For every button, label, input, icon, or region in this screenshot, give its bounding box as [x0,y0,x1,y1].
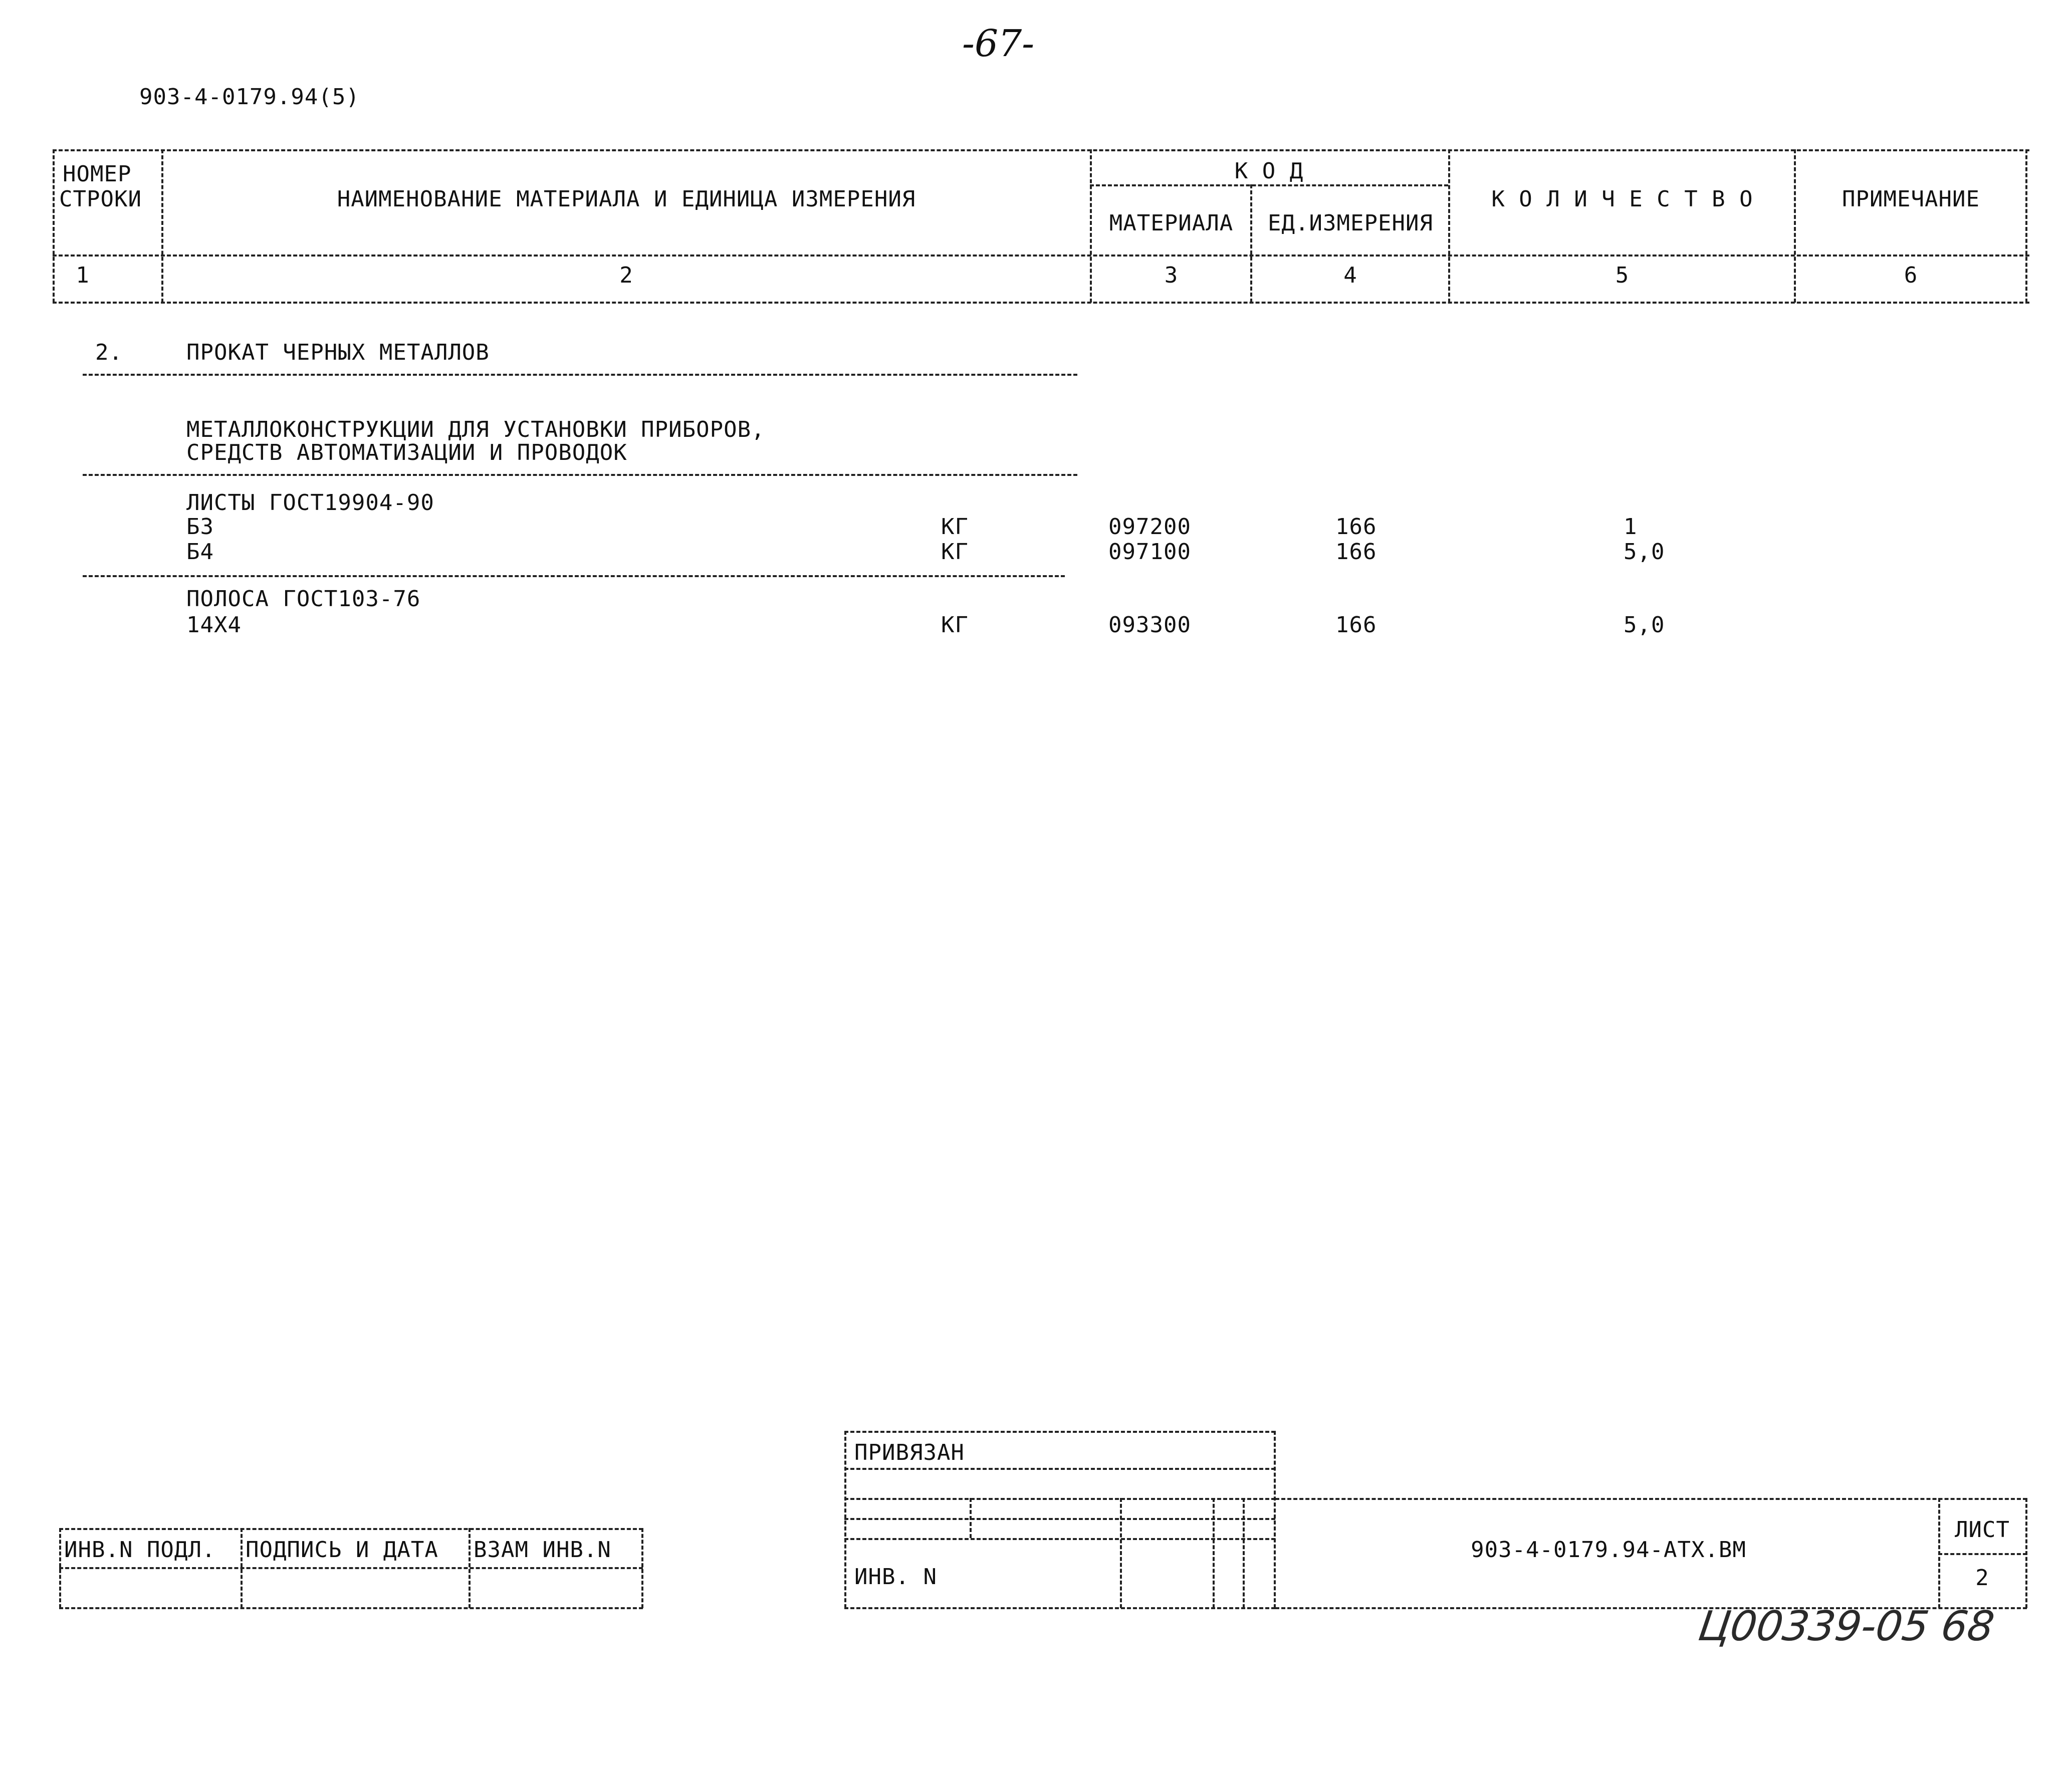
header-num-2: 2 [619,263,633,288]
item-unit-code: 166 [1335,514,1377,540]
item-name: Б4 [186,539,214,565]
header-kod: К О Д [1234,158,1304,184]
footer-sheet-number: 2 [1975,1565,1989,1591]
document-code-top: 903-4-0179.94(5) [139,84,360,110]
header-col1-line2: СТРОКИ [59,186,142,212]
header-num-5: 5 [1615,263,1630,288]
header-col6: ПРИМЕЧАНИЕ [1842,186,1980,212]
handwritten-archive-number: Ц00339-05 68 [1695,1603,1997,1650]
footer-document-code: 903-4-0179.94-АТХ.ВМ [1471,1537,1746,1563]
item-quantity: 1 [1624,514,1638,540]
item-quantity: 5,0 [1624,539,1665,565]
item-material-code: 097200 [1108,514,1191,540]
header-col1-line1: НОМЕР [63,161,132,187]
page-number: -67- [962,22,1035,65]
item-unit: КГ [941,612,969,638]
group-title: ЛИСТЫ ГОСТ19904-90 [186,490,434,516]
header-col2: НАИМЕНОВАНИЕ МАТЕРИАЛА И ЕДИНИЦА ИЗМЕРЕНИЯ [337,186,916,212]
header-num-4: 4 [1343,263,1357,288]
footer-inv-label: ИНВ. N [854,1564,937,1590]
subsection-line2: СРЕДСТВ АВТОМАТИЗАЦИИ И ПРОВОДОК [186,440,627,465]
item-quantity: 5,0 [1624,612,1665,638]
item-unit-code: 166 [1335,612,1377,638]
footer-label-signature: ПОДПИСЬ И ДАТА [246,1537,438,1563]
item-unit: КГ [941,539,969,565]
footer-label-inv: ИНВ.N ПОДЛ. [64,1537,216,1563]
header-col3: МАТЕРИАЛА [1109,210,1234,236]
item-material-code: 097100 [1108,539,1191,565]
item-name: Б3 [186,514,214,540]
section-number: 2. [95,340,123,365]
footer-sheet-label: ЛИСТ [1955,1517,2010,1543]
group-divider [83,575,1065,577]
subsection-line1: МЕТАЛЛОКОНСТРУКЦИИ ДЛЯ УСТАНОВКИ ПРИБОРОВ, [186,417,765,442]
item-unit: КГ [941,514,969,540]
item-name: 14Х4 [186,612,242,638]
section-underline [83,374,1077,376]
item-material-code: 093300 [1108,612,1191,638]
footer-privyazan: ПРИВЯЗАН [854,1440,965,1465]
footer-label-replace-inv: ВЗАМ ИНВ.N [474,1537,611,1563]
group-title: ПОЛОСА ГОСТ103-76 [186,586,421,612]
subsection-underline [83,474,1077,476]
item-unit-code: 166 [1335,539,1377,565]
section-title: ПРОКАТ ЧЕРНЫХ МЕТАЛЛОВ [186,340,490,365]
header-num-1: 1 [76,263,90,288]
header-col5: К О Л И Ч Е С Т В О [1491,186,1753,212]
header-num-3: 3 [1164,263,1179,288]
header-col4: ЕД.ИЗМЕРЕНИЯ [1268,210,1433,236]
header-num-6: 6 [1904,263,1918,288]
